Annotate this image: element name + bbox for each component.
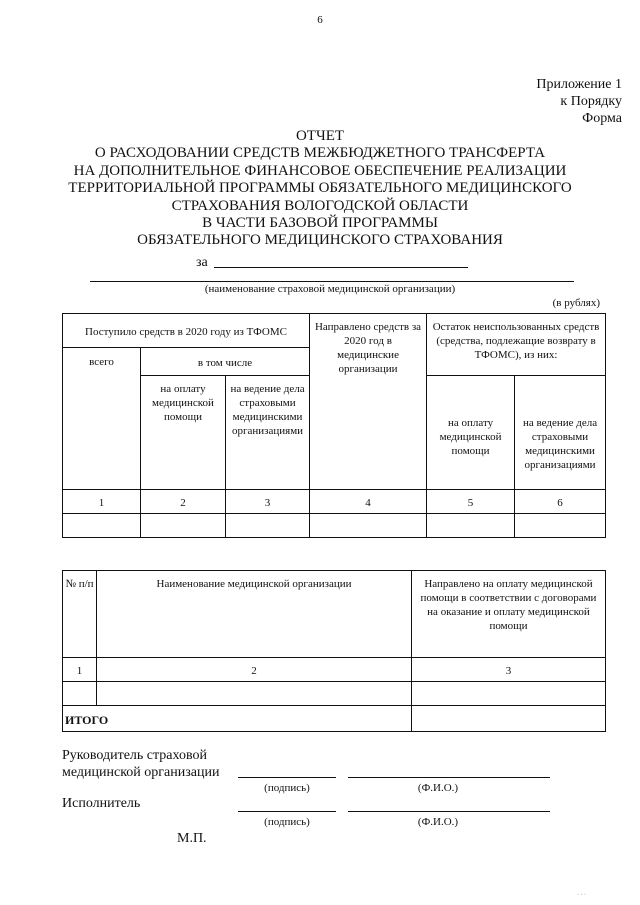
table-cell[interactable] — [63, 682, 97, 706]
fio-caption: (Ф.И.О.) — [417, 816, 459, 828]
executor-label: Исполнитель — [62, 796, 141, 811]
org-name-field[interactable] — [90, 281, 574, 282]
appendix-line: Приложение 1 — [536, 77, 622, 92]
org-name-header: Наименование медицинской организации — [97, 571, 412, 658]
column-number: 3 — [226, 490, 310, 514]
remainder-header: Остаток неиспользованных средств (средства, подлежащие возврату в ТФОМС), из них: — [427, 314, 606, 376]
head-label — [62, 747, 219, 781]
org-caption: (наименование страховой медицинской организации) — [204, 283, 456, 295]
executor-fio-field[interactable] — [348, 811, 550, 812]
scan-mark: · · · — [577, 892, 586, 898]
column-number: 4 — [310, 490, 427, 514]
units-label: (в рублях) — [552, 297, 600, 309]
total-cell[interactable] — [412, 706, 606, 732]
head-signature-field[interactable] — [238, 777, 336, 778]
table-cell[interactable] — [141, 514, 226, 538]
care-payment-header: на оплату медицинской помощи — [141, 376, 226, 490]
title-line: ОТЧЕТ — [295, 128, 345, 144]
table-cell[interactable] — [97, 682, 412, 706]
funds-table — [62, 313, 606, 538]
column-number: 3 — [412, 658, 606, 682]
column-number: 5 — [427, 490, 515, 514]
title-line: О РАСХОДОВАНИИ СРЕДСТВ МЕЖБЮДЖЕТНОГО ТРАНСФЕРТА — [94, 145, 546, 162]
title-line: В ЧАСТИ БАЗОВОЙ ПРОГРАММЫ — [202, 215, 438, 232]
fio-caption: (Ф.И.О.) — [417, 782, 459, 794]
head-label-line: медицинской организации — [62, 765, 220, 780]
title-line: НА ДОПОЛНИТЕЛЬНОЕ ФИНАНСОВОЕ ОБЕСПЕЧЕНИЕ РЕАЛИЗАЦИИ — [73, 162, 567, 179]
rem-business-header: на ведение дела страховыми медицинскими организациями — [515, 376, 606, 490]
received-header: Поступило средств в 2020 году из ТФОМС — [63, 314, 310, 348]
sent-header: Направлено средств за 2020 год в медицинские организации — [310, 314, 427, 490]
head-label-line: Руководитель страховой — [62, 748, 207, 763]
organizations-table — [62, 570, 606, 732]
column-number: 6 — [515, 490, 606, 514]
head-fio-field[interactable] — [348, 777, 550, 778]
signature-caption: (подпись) — [264, 816, 310, 828]
period-label: за — [196, 255, 208, 270]
sent-to-org-header: Направлено на оплату медицинской помощи в соответствии с договорами на оказание и оплату медицинской помощи — [412, 571, 606, 658]
including-header: в том числе — [141, 348, 310, 376]
appendix-block — [536, 76, 622, 127]
period-field[interactable] — [214, 267, 468, 268]
table-cell[interactable] — [515, 514, 606, 538]
number-header: № п/п — [63, 571, 97, 658]
total-header: всего — [63, 348, 141, 490]
column-number: 2 — [141, 490, 226, 514]
title-line: СТРАХОВАНИЯ ВОЛОГОДСКОЙ ОБЛАСТИ — [171, 197, 469, 214]
appendix-line: к Порядку — [560, 94, 622, 109]
table-cell[interactable] — [412, 682, 606, 706]
table-cell[interactable] — [226, 514, 310, 538]
table-cell[interactable] — [427, 514, 515, 538]
page-number: 6 — [317, 14, 323, 26]
business-header: на ведение дела страховыми медицинскими организациями — [226, 376, 310, 490]
total-label: ИТОГО — [63, 706, 412, 732]
stamp-label: М.П. — [177, 831, 207, 846]
report-title — [20, 128, 620, 250]
column-number: 1 — [63, 490, 141, 514]
table-cell[interactable] — [63, 514, 141, 538]
title-line: ОБЯЗАТЕЛЬНОГО МЕДИЦИНСКОГО СТРАХОВАНИЯ — [137, 232, 503, 249]
title-line: ТЕРРИТОРИАЛЬНОЙ ПРОГРАММЫ ОБЯЗАТЕЛЬНОГО МЕДИЦИНСКОГО — [68, 180, 572, 197]
table-cell[interactable] — [310, 514, 427, 538]
column-number: 1 — [63, 658, 97, 682]
executor-signature-field[interactable] — [238, 811, 336, 812]
rem-care-header: на оплату медицинской помощи — [427, 376, 515, 490]
signature-caption: (подпись) — [264, 782, 310, 794]
form-label: Форма — [582, 111, 622, 126]
column-number: 2 — [97, 658, 412, 682]
